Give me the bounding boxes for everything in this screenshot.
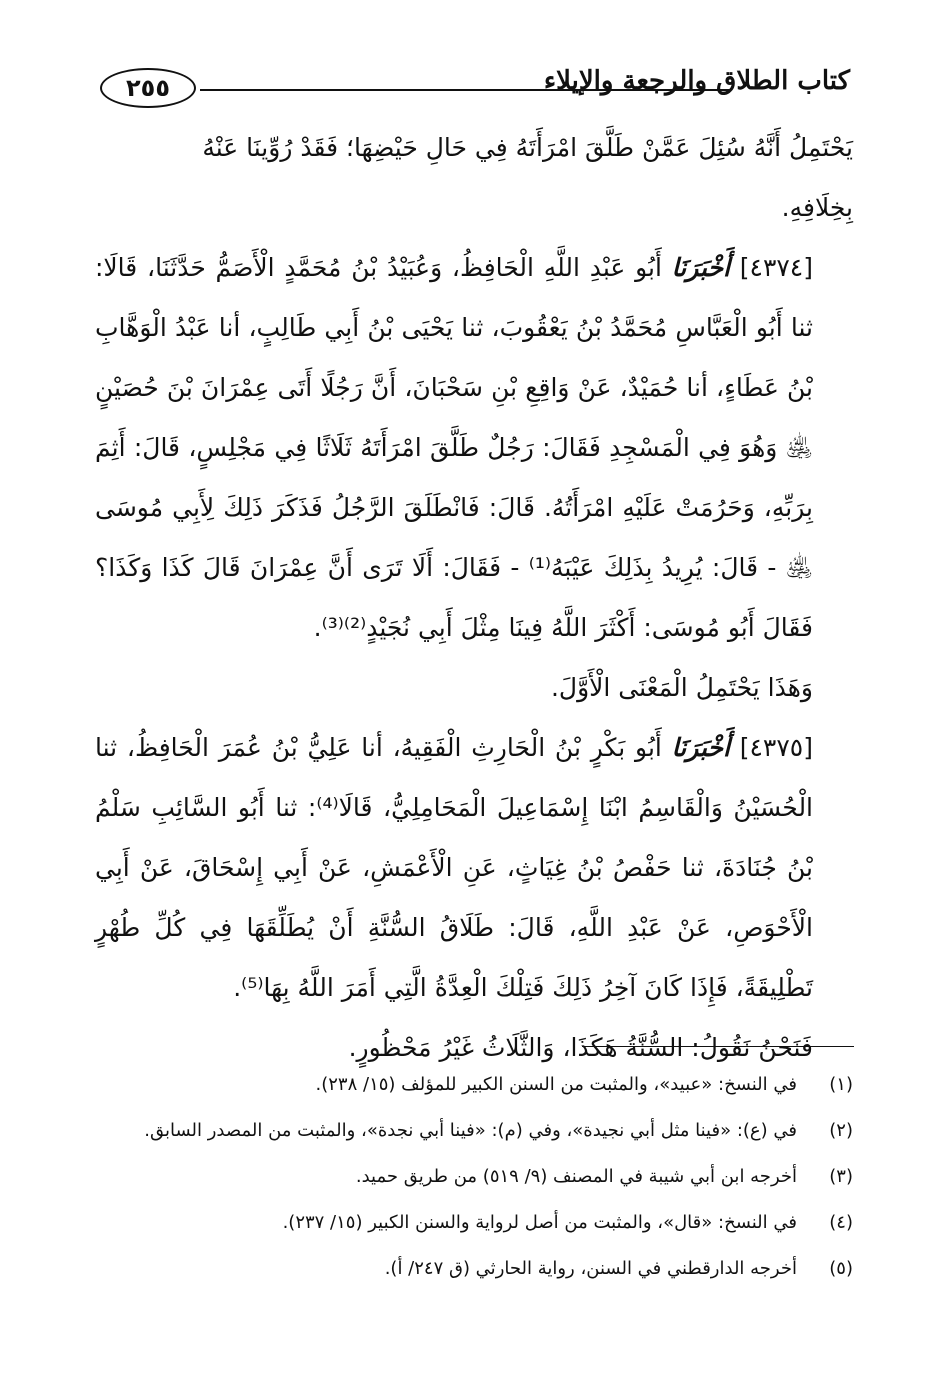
commentary-paragraph: وَهَذَا يَحْتَمِلُ الْمَعْنَى الْأَوَّلَ. <box>550 673 813 702</box>
main-text <box>95 118 853 1078</box>
footnote-text: في (ع): «فينا مثل أبي نجيدة»، وفي (م): «فينا أبي نجدة»، والمثبت من المصدر السابق. <box>144 1120 797 1141</box>
footnote-separator <box>582 1046 854 1047</box>
closing-paragraph: فَنَحْنُ نَقُولُ: السُّنَّةُ هَكَذَا، وَالثَّلَاثُ غَيْرُ مَحْظُورٍ. <box>348 1033 813 1062</box>
footnote-number: (٤) <box>829 1212 853 1233</box>
hadith-text: أَبُو بَكْرٍ بْنُ الْحَارِثِ الْفَقِيهُ، أنا عَلِيُّ بْنُ عُمَرَ الْحَافِظُ، ثنا الْحُسَيْنُ وَالْقَاسِمُ ابْنَا إِسْمَاعِيلَ الْمَحَامِلِيُّ، قَالَا⁽⁴⁾: ثنا أَبُو السَّائِبِ سَلْمُ بْنُ جُنَادَةَ، ثنا حَفْصُ بْنُ غِيَاثٍ، عَنِ الْأَعْمَشِ، عَنْ أَبِي إِسْحَاقَ، عَنْ أَبِي الْأَحْوَصِ، عَنْ عَبْدِ اللَّهِ، قَالَ: طَلَاقُ السُّنَّةِ أَنْ يُطَلِّقَهَا فِي كُلِّ طُهْرٍ تَطْلِيقَةً، فَإِذَا كَانَ آخِرُ ذَلِكَ فَتِلْكَ الْعِدَّةُ الَّتِي أَمَرَ اللَّهُ بِهَا⁽⁵⁾. <box>95 733 814 1002</box>
footnote-text: أخرجه ابن أبي شيبة في المصنف (٩/ ٥١٩) من طريق حميد. <box>355 1166 797 1187</box>
paragraph-line: بِخِلَافِهِ. <box>781 193 853 222</box>
hadith-4374 <box>95 238 853 658</box>
footnote-text: في النسخ: «عبيد»، والمثبت من السنن الكبير للمؤلف (١٥/ ٢٣٨). <box>315 1074 797 1095</box>
hadith-opening-word: أَخْبَرَنَا <box>671 253 730 282</box>
hadith-text: أَبُو عَبْدِ اللَّهِ الْحَافِظُ، وَعُبَيْدُ بْنُ مُحَمَّدٍ الْأَصَمُّ حَدَّثَنَا، قَالَا: ثنا أَبُو الْعَبَّاسِ مُحَمَّدُ بْنُ يَعْقُوبَ، ثنا يَحْيَى بْنُ أَبِي طَالِبٍ، أنا عَبْدُ الْوَهَّابِ بْنُ عَطَاءٍ، أنا حُمَيْدٌ، عَنْ وَاقِعِ بْنِ سَحْبَانَ، أَنَّ رَجُلًا أَتَى عِمْرَانَ بْنَ حُصَيْنٍ ﵁ وَهُوَ فِي الْمَسْجِدِ فَقَالَ: رَجُلٌ طَلَّقَ امْرَأَتَهُ ثَلَاثًا فِي مَجْلِسٍ، قَالَ: أَثِمَ بِرَبِّهِ، وَحَرُمَتْ عَلَيْهِ امْرَأَتُهُ. قَالَ: فَانْطَلَقَ الرَّجُلُ فَذَكَرَ ذَلِكَ لِأَبِي مُوسَى ﵁ - قَالَ: يُرِيدُ بِذَلِكَ عَيْبَهُ⁽¹⁾ - فَقَالَ: أَلَا تَرَى أَنَّ عِمْرَانَ قَالَ كَذَا وَكَذَا؟ فَقَالَ أَبُو مُوسَى: أَكْثَرَ اللَّهُ فِينَا مِثْلَ أَبِي نُجَيْدٍ⁽²⁾⁽³⁾. <box>95 253 813 642</box>
hadith-number: [٤٣٧٥] <box>739 733 813 762</box>
footnote-item <box>95 1200 853 1246</box>
footnote-text: أخرجه الدارقطني في السنن، رواية الحارثي (ق ٢٤٧/ أ). <box>384 1258 797 1279</box>
chapter-title: كتاب الطلاق والرجعة والإيلاء <box>543 66 850 96</box>
footnote-number: (٣) <box>829 1166 853 1187</box>
footnote-item <box>95 1062 853 1108</box>
footnote-item <box>95 1108 853 1154</box>
hadith-number: [٤٣٧٤] <box>739 253 813 282</box>
hadith-opening-word: أَخْبَرَنَا <box>671 733 730 762</box>
page-header <box>100 62 850 118</box>
footnote-text: في النسخ: «قال»، والمثبت من أصل لرواية والسنن الكبير (١٥/ ٢٣٧). <box>282 1212 797 1233</box>
footnote-item <box>95 1246 853 1292</box>
footnotes <box>95 1062 853 1292</box>
page-number: ٢٥٥ <box>100 68 196 108</box>
footnote-number: (٥) <box>829 1258 853 1279</box>
footnote-item <box>95 1154 853 1200</box>
paragraph-line: يَحْتَمِلُ أَنَّهُ سُئِلَ عَمَّنْ طَلَّقَ امْرَأَتَهُ فِي حَالِ حَيْضِهَا؛ فَقَدْ رُوِّينَا عَنْهُ <box>202 133 853 162</box>
footnote-number: (٢) <box>829 1120 853 1141</box>
paragraph-continuation <box>95 118 853 238</box>
hadith-4375 <box>95 718 853 1018</box>
footnote-number: (١) <box>829 1074 853 1095</box>
